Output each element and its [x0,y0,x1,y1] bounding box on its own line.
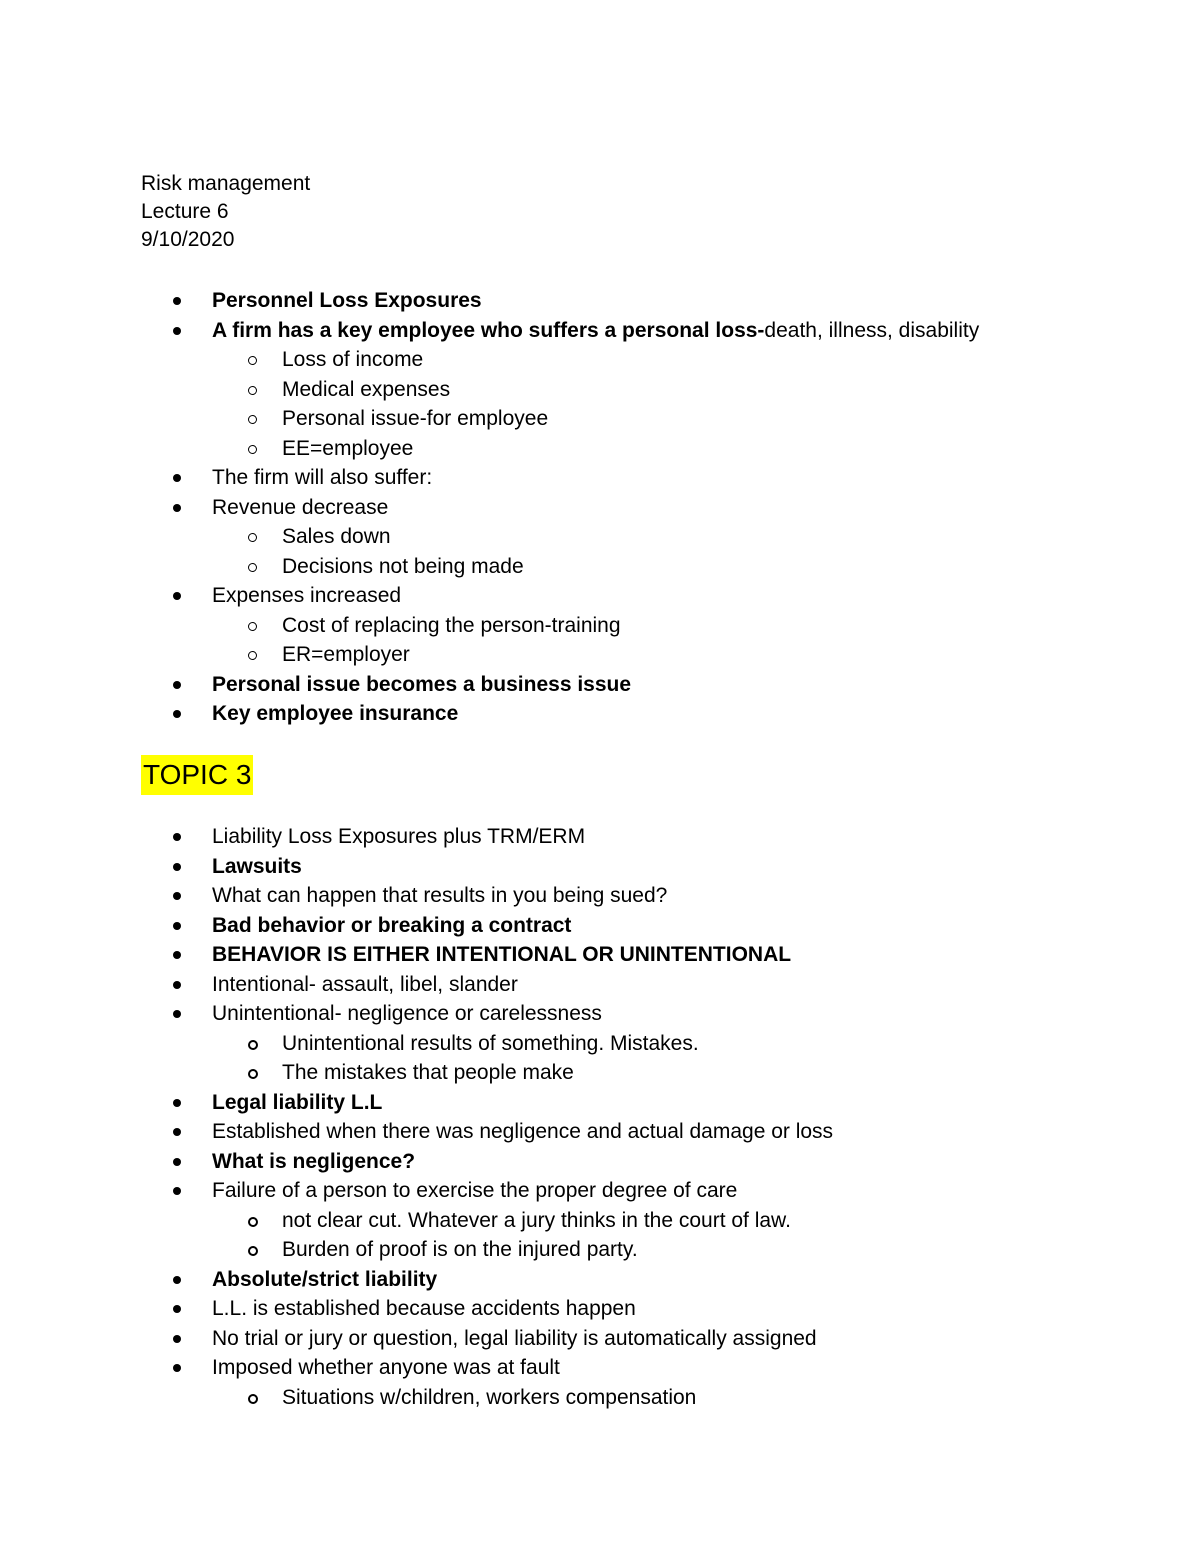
list-item-text [212,699,458,729]
list-item-text [282,640,410,670]
plain-text: Revenue decrease [212,495,389,519]
plain-text: The firm will also suffer: [212,466,433,489]
plain-text: death, illness, disability [764,318,980,342]
list-item-text [282,345,423,375]
plain-text: Cost of replacing the person-training [282,613,621,637]
list-item-text [212,493,388,523]
list-item-text [212,1176,737,1206]
list-item [0,493,1200,523]
list-item [0,822,1200,852]
sub-list-item [0,434,1200,464]
sub-list-item [0,552,1200,582]
list-item-text [282,434,413,464]
plain-text: Burden of proof is on the injured party. [282,1238,638,1261]
sub-list-item [0,522,1200,552]
plain-text: Unintentional- negligence or carelessness [212,1002,602,1025]
sub-list-item [0,345,1200,375]
list-item-text [212,581,401,611]
list-item-text [212,911,571,941]
plain-text: Medical expenses [282,377,451,401]
plain-text: Situations w/children, workers compensation [282,1385,697,1409]
list-item-text [212,970,518,1000]
bold-text: Lawsuits [212,854,302,878]
document-header [141,170,310,254]
bold-text: A firm has a key employee who suffers a personal loss- [212,318,765,342]
plain-text: ER=employer [282,643,410,666]
list-item-text [212,940,791,970]
bold-text: Bad behavior or breaking a contract [212,913,572,937]
list-item-text [282,611,621,641]
sub-list-item [0,611,1200,641]
bold-text: Legal liability L.L [212,1090,383,1114]
list-item-text [212,852,302,882]
plain-text: Intentional- assault, libel, slander [212,972,518,996]
bold-text: Absolute/strict liability [212,1267,438,1291]
plain-text: The mistakes that people make [282,1061,574,1084]
list-item-text [212,1088,382,1118]
plain-text: Imposed whether anyone was at fault [212,1356,560,1379]
plain-text: Decisions not being made [282,554,524,578]
lecture-number: Lecture 6 [141,200,229,223]
list-item [0,1265,1200,1295]
bullet-list-personnel [0,286,1200,729]
sub-list-item [0,640,1200,670]
topic-heading: TOPIC 3 [141,755,253,795]
plain-text: No trial or jury or question, legal liability is automatically assigned [212,1326,817,1350]
list-item [0,881,1200,911]
list-item-text [282,404,548,434]
list-item-text [212,822,585,852]
list-item-text [282,1029,699,1059]
plain-text: Personal issue-for employee [282,407,549,430]
plain-text: What can happen that results in you being sued? [212,884,668,907]
list-item [0,286,1200,316]
list-item-text [212,316,979,346]
list-item [0,1117,1200,1147]
list-item [0,699,1200,729]
list-item-text [282,1206,791,1236]
list-item-text [212,881,667,911]
list-item-text [282,552,524,582]
list-item-text [212,1353,560,1383]
list-item-text [212,1147,415,1177]
sub-list-item [0,1383,1200,1413]
list-item-text [282,1058,574,1088]
plain-text: Established when there was negligence and actual damage or loss [212,1120,834,1143]
list-item-text [282,522,391,552]
list-item-text [212,999,602,1029]
lecture-date: 9/10/2020 [141,228,235,251]
plain-text: Expenses increased [212,584,402,607]
plain-text: not clear cut. Whatever a jury thinks in the court of law. [282,1208,791,1232]
bold-text: Key employee insurance [212,702,459,725]
bold-text: Personnel Loss Exposures [212,289,482,312]
sub-list-item [0,375,1200,405]
sub-list-item [0,404,1200,434]
list-item [0,1176,1200,1206]
list-item [0,316,1200,346]
list-item-text [212,1294,636,1324]
bold-text: Personal issue becomes a business issue [212,672,632,696]
plain-text: Failure of a person to exercise the proper degree of care [212,1179,738,1202]
sub-list-item [0,1029,1200,1059]
plain-text: Unintentional results of something. Mistakes. [282,1031,699,1055]
list-item [0,1353,1200,1383]
list-item [0,463,1200,493]
list-item-text [212,1265,437,1295]
list-item [0,1324,1200,1354]
list-item [0,940,1200,970]
bold-text: BEHAVIOR IS EITHER INTENTIONAL OR UNINTENTIONAL [212,943,792,966]
list-item [0,852,1200,882]
course-title: Risk management [141,172,311,195]
bold-text: What is negligence? [212,1149,416,1173]
list-item-text [212,1324,817,1354]
bullet-list-liability [0,822,1200,1412]
plain-text: Sales down [282,525,391,548]
list-item [0,670,1200,700]
list-item [0,581,1200,611]
list-item-text [282,1235,638,1265]
list-item [0,1088,1200,1118]
list-item-text [212,1117,833,1147]
plain-text: L.L. is established because accidents happen [212,1297,636,1320]
plain-text: Loss of income [282,348,424,371]
list-item [0,911,1200,941]
list-item [0,999,1200,1029]
list-item [0,1147,1200,1177]
sub-list-item [0,1206,1200,1236]
list-item-text [282,375,450,405]
plain-text: Liability Loss Exposures plus TRM/ERM [212,825,586,848]
list-item-text [212,463,432,493]
list-item-text [212,286,482,316]
plain-text: EE=employee [282,436,414,460]
list-item [0,1294,1200,1324]
list-item-text [212,670,631,700]
list-item-text [282,1383,696,1413]
sub-list-item [0,1058,1200,1088]
list-item [0,970,1200,1000]
sub-list-item [0,1235,1200,1265]
